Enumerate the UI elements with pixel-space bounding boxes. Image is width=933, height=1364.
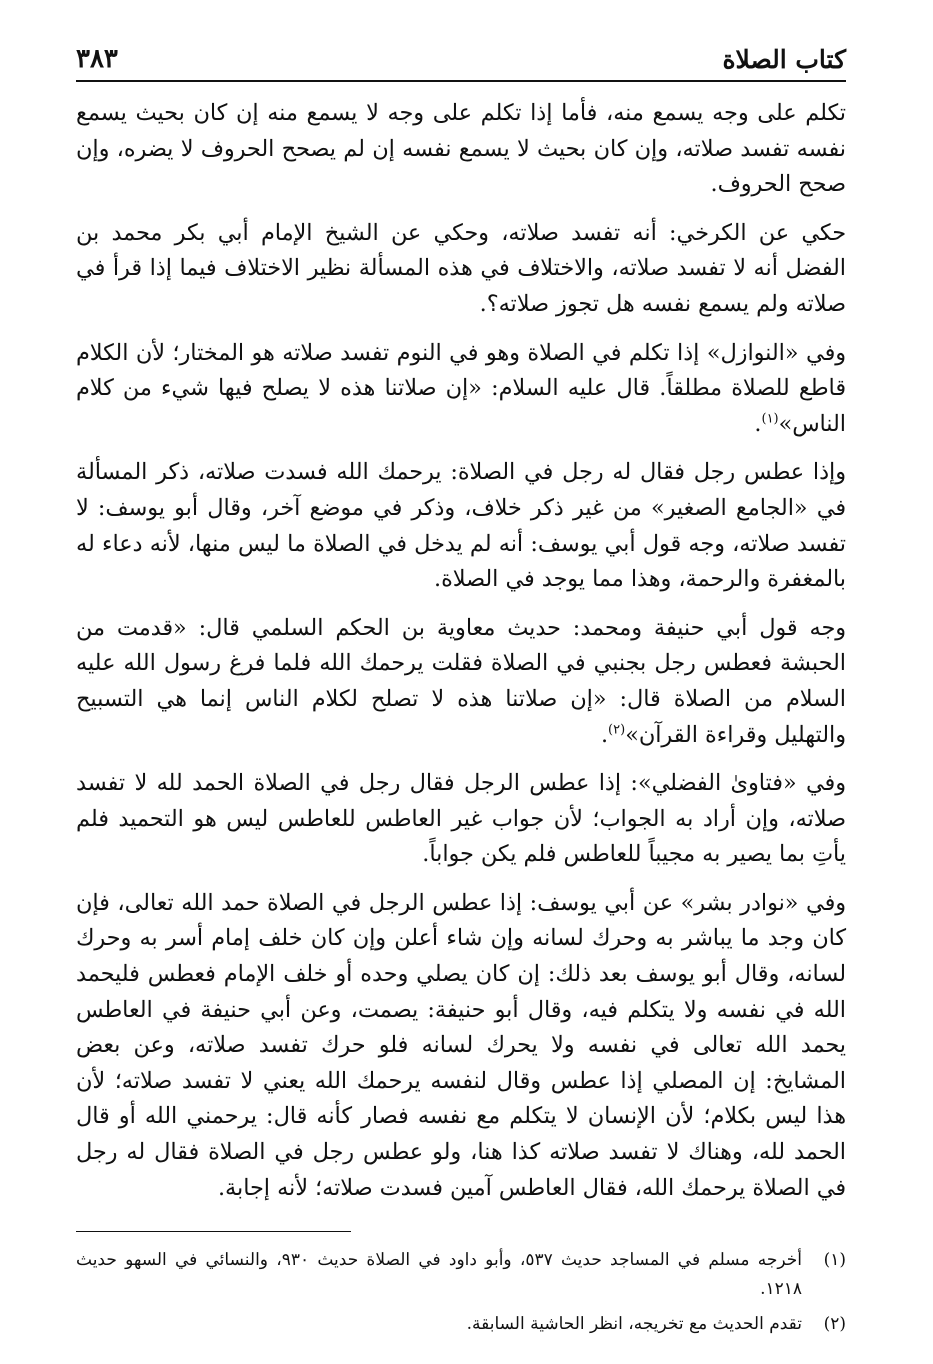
footnote-divider bbox=[76, 1231, 351, 1232]
chapter-title: كتاب الصلاة bbox=[722, 45, 846, 74]
footnote-number: (١) bbox=[823, 1250, 846, 1271]
footnote-text: تقدم الحديث مع تخريجه، انظر الحاشية السابقة. bbox=[466, 1314, 802, 1335]
paragraph: وفي «النوازل» إذا تكلم في الصلاة وهو في النوم تفسد صلاته هو المختار؛ لأن الكلام قاطع للصلاة مطلقاً. قال عليه السلام: «إن صلاتنا هذه لا يصلح فيها شيء من كلام الناس»$^{(١)}$. bbox=[76, 339, 846, 437]
paragraph-text: تكلم على وجه يسمع منه، فأما إذا تكلم على وجه لا يسمع منه إن كان بحيث يسمع نفسه تفسد صلاته، وإن كان بحيث لا يسمع نفسه إن لم يصحح الحروف لا يضره، وإن صحح الحروف. bbox=[76, 100, 846, 198]
paragraph bbox=[76, 96, 846, 203]
paragraph-text: وفي «فتاوىٰ الفضلي»: إذا عطس الرجل فقال رجل في الصلاة الحمد لله لا تفسد صلاته، وإن أراد به الجواب؛ لأن جواب غير العاطس للعاطس ليس هو التحميد فلم يأتِ بما يصير به مجيباً للعاطس فلم يكن جواباً. bbox=[76, 770, 846, 868]
paragraph bbox=[76, 216, 846, 323]
page-number: ٣٨٣ bbox=[76, 44, 118, 74]
paragraph-text: حكي عن الكرخي: أنه تفسد صلاته، وحكي عن الشيخ الإمام أبي بكر محمد بن الفضل أنه لا تفسد صلاته، والاختلاف في هذه المسألة نظير الاختلاف فيما إذا قرأ في صلاته ولم يسمع نفسه هل تجوز صلاته؟. bbox=[76, 219, 846, 317]
paragraph-text: وفي «نوادر بشر» عن أبي يوسف: إذا عطس الرجل في الصلاة حمد الله تعالى، فإن كان وجد ما يباشر به وحرك لسانه وإن شاء أعلن وإن كان خلف إمام أسر به وحرك لسانه، وقال أبو يوسف بعد ذلك: إن كان يصلي وحده أو خلف الإمام فعطس فليحمد الله في نفسه ولا يتكلم فيه، وقال أبو حنيفة: يصمت، وعن أبي حنيفة في العاطس يحمد الله تعالى في نفسه ولا يحرك لسانه فلو حرك تفسد صلاته، وعن بعض المشايخ: إن المصلي إذا عطس وقال لنفسه يرحمك الله يعني لا تفسد صلاته؛ لأن هذا ليس بكلام؛ لأن الإنسان لا يتكلم مع نفسه فصار كأنه قال: يرحمني الله أو قال الحمد لله، وهناك لا تفسد صلاته كذا هنا، ولو عطس رجل في الصلاة فقال له رجل في الصلاة يرحمك الله، فقال العاطس آمين فسدت صلاته؛ لأنه إجابة. bbox=[76, 889, 846, 1201]
footnote bbox=[76, 1246, 846, 1304]
footnote-text: أخرجه مسلم في المساجد حديث ٥٣٧، وأبو داود في الصلاة حديث ٩٣٠، والنسائي في السهو حديث ١٢١٨. bbox=[76, 1250, 802, 1300]
footnote bbox=[76, 1310, 846, 1339]
paragraph-text: وفي «النوازل» إذا تكلم في الصلاة وهو في النوم تفسد صلاته هو المختار؛ لأن الكلام قاطع للصلاة مطلقاً. قال عليه السلام: «إن صلاتنا هذه لا يصلح فيها شيء من كلام الناس» bbox=[76, 339, 846, 437]
footnote-number: (٢) bbox=[823, 1314, 846, 1335]
paragraph-text: وجه قول أبي حنيفة ومحمد: حديث معاوية بن الحكم السلمي قال: «قدمت من الحبشة فعطس رجل بجنبي في الصلاة فقلت يرحمك الله فلما فرغ رسول الله عليه السلام من الصلاة قال: «إن صلاتنا هذه لا تصلح لكلام الناس إنما هي التسبيح والتهليل وقراءة القرآن» bbox=[76, 614, 846, 748]
paragraph bbox=[76, 455, 846, 597]
footnote-marker: (٢) bbox=[608, 722, 626, 738]
book-page bbox=[76, 32, 846, 1342]
footnotes bbox=[76, 1246, 846, 1339]
paragraph bbox=[76, 766, 846, 873]
paragraph: وجه قول أبي حنيفة ومحمد: حديث معاوية بن الحكم السلمي قال: «قدمت من الحبشة فعطس رجل بجنبي في الصلاة فقلت يرحمك الله فلما فرغ رسول الله عليه السلام من الصلاة قال: «إن صلاتنا هذه لا تصلح لكلام الناس إنما هي التسبيح والتهليل وقراءة القرآن»$^{(٢)}$. bbox=[76, 614, 846, 748]
main-text bbox=[76, 96, 846, 1206]
paragraph-text: وإذا عطس رجل فقال له رجل في الصلاة: يرحمك الله فسدت صلاته، ذكر المسألة في «الجامع الصغير» من غير ذكر خلاف، وذكر في موضع آخر، وقال أبو يوسف: لا تفسد صلاته، وجه قول أبي يوسف: أنه لم يدخل في الصلاة ما ليس منها، لأنه دعاء له بالمغفرة والرحمة، وهذا مما يوجد في الصلاة. bbox=[76, 459, 846, 593]
running-header bbox=[76, 32, 846, 82]
footnote-marker: (١) bbox=[761, 411, 779, 427]
paragraph bbox=[76, 886, 846, 1206]
